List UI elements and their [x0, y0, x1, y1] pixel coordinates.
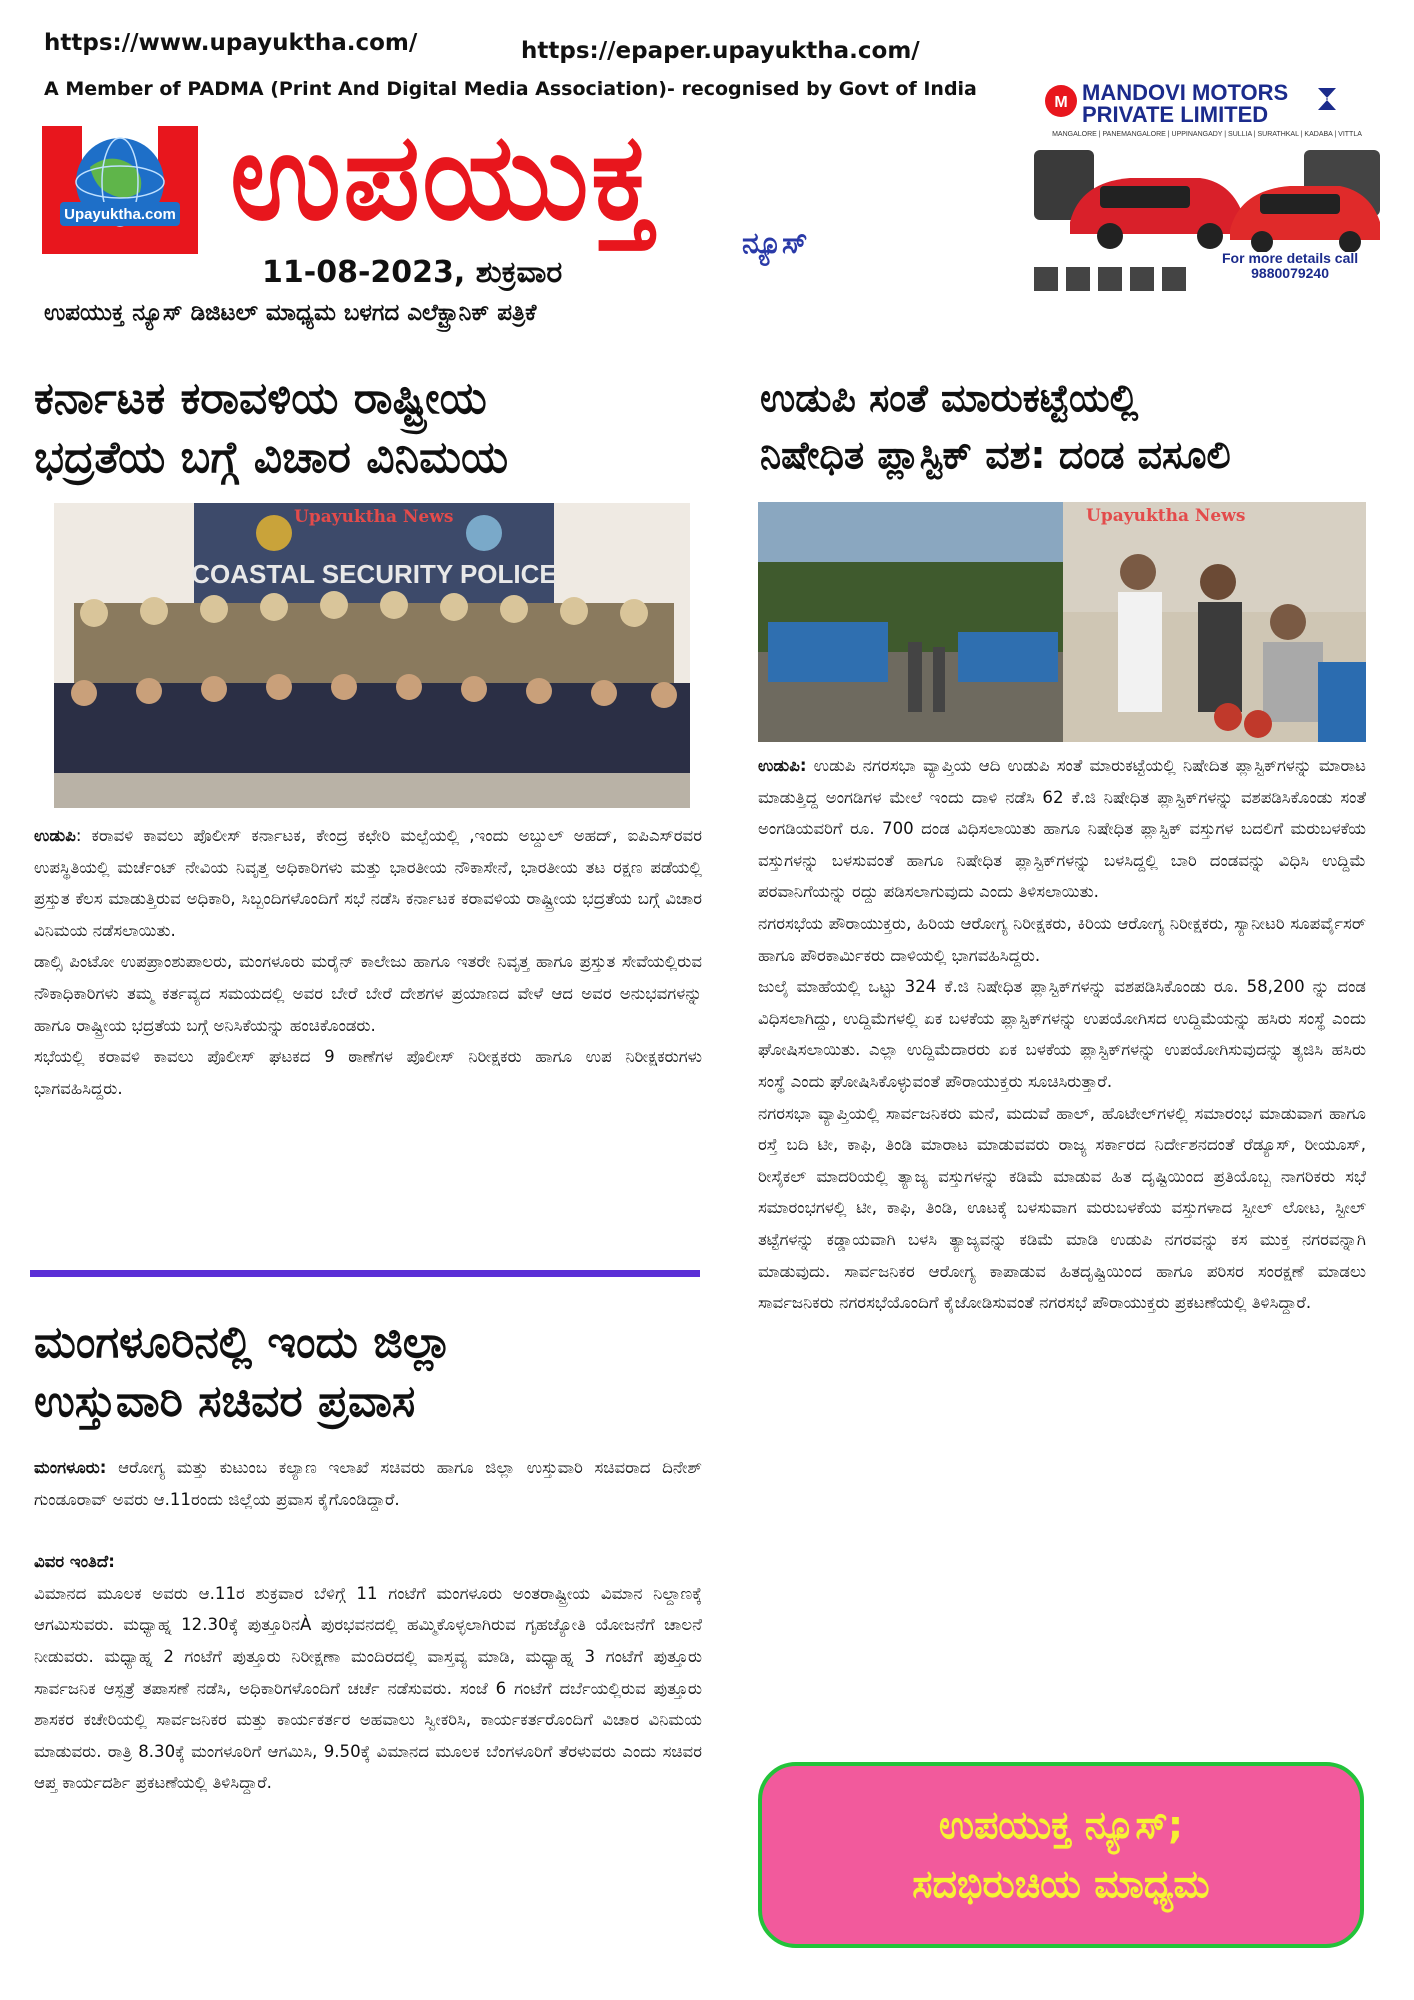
cars-image: [1030, 142, 1385, 252]
upayuktha-logo: [40, 122, 200, 258]
promo-line2: ಸದಭಿರುಚಿಯ ಮಾಧ್ಯಮ: [912, 1862, 1210, 1906]
photo-banner-text: COASTAL SECURITY POLICE: [191, 559, 557, 589]
article2-para1: ಮಂಗಳೂರು: ಆರೋಗ್ಯ ಮತ್ತು ಕುಟುಂಬ ಕಲ್ಯಾಣ ಇಲಾಖೆ ಸಚಿವರು ಹಾಗೂ ಜಿಲ್ಲಾ ಉಸ್ತುವಾರಿ ಸಚಿವರಾದ ದಿನೇಶ್ ಗುಂಡೂರಾವ್ ಅವರು ಆ.11ರಂದು ಜಿಲ್ಲೆಯ ಪ್ರವಾಸ ಕೈಗೊಂಡಿದ್ದಾರೆ.: [34, 1458, 702, 1509]
article3-photo: [758, 502, 1366, 742]
mandovi-logo-icon: [1044, 84, 1078, 118]
article2-para2: ವಿಮಾನದ ಮೂಲಕ ಅವರು ಆ.11ರ ಶುಕ್ರವಾರ ಬೆಳಿಗ್ಗೆ 11 ಗಂಟೆಗೆ ಮಂಗಳೂರು ಅಂತರಾಷ್ಟ್ರೀಯ ವಿಮಾನ ನಿಲ್ದಾಣಕ್ಕೆ ಆಗಮಿಸುವರು. ಮಧ್ಯಾಹ್ನ 12.30ಕ್ಕೆ ಪುತ್ತೂರಿನÀ ಪುರಭವನದಲ್ಲಿ ಹಮ್ಮಿಕೊಳ್ಳಲಾಗಿರುವ ಗೃಹಜ್ಯೋತಿ ಯೋಜನೆಗೆ ಚಾಲನೆ ನೀಡುವರು. ಮಧ್ಯಾಹ್ನ 2 ಗಂಟೆಗೆ ಪುತ್ತೂರು ನಿರೀಕ್ಷಣಾ ಮಂದಿರದಲ್ಲಿ ವಾಸ್ತವ್ಯ ಮಾಡಿ, ಮಧ್ಯಾಹ್ನ 3 ಗಂಟೆಗೆ ಪುತ್ತೂರು ಸಾರ್ವಜನಿಕ ಆಸ್ಪತ್ರೆ ತಪಾಸಣೆ ನಡೆಸಿ, ಅಧಿಕಾರಿಗಳೊಂದಿಗೆ ಚರ್ಚೆ ನಡೆಸುವರು. ಸಂಜೆ 6 ಗಂಟೆಗೆ ದರ್ಬೆಯಲ್ಲಿರುವ ಪುತ್ತೂರು ಶಾಸಕರ ಕಚೇರಿಯಲ್ಲಿ ಸಾರ್ವಜನಿಕರ ಮತ್ತು ಕಾರ್ಯಕರ್ತರ ಅಹವಾಲು ಸ್ವೀಕರಿಸಿ, ಕಾರ್ಯಕರ್ತರೊಂದಿಗೆ ವಿಚಾರ ವಿನಿಮಯ ಮಾಡುವರು. ರಾತ್ರಿ 8.30ಕ್ಕೆ ಮಂಗಳೂರಿಗೆ ಆಗಮಿಸಿ, 9.50ಕ್ಕೆ ವಿಮಾನದ ಮೂಲಕ ಬೆಂಗಳೂರಿಗೆ ತೆರಳುವರು ಎಂದು ಸಚಿವರ ಆಪ್ತ ಕಾರ್ಯದರ್ಶಿ ಪ್ರಕಟಣೆಯಲ್ಲಿ ತಿಳಿಸಿದ್ದಾರೆ.: [34, 1583, 702, 1793]
article2-headline[interactable]: ಮಂಗಳೂರಿನಲ್ಲಿ ಇಂದು ಜಿಲ್ಲಾ ಉಸ್ತುವಾರಿ ಸಚಿವರ ಪ್ರವಾಸ: [34, 1317, 453, 1427]
photo-watermark: Upayuktha News: [1086, 506, 1246, 526]
article3-body: [758, 750, 1366, 1319]
suzuki-logo-icon: [1312, 84, 1342, 114]
details-heading: ವಿವರ ಇಂತಿದೆ:: [34, 1552, 115, 1572]
website-url[interactable]: https://www.upayuktha.com/: [44, 30, 418, 56]
masthead-title: ಉಪಯುಕ್ತ: [230, 108, 657, 247]
article3-para1: ಉಡುಪಿ: ಉಡುಪಿ ನಗರಸಭಾ ವ್ಯಾಪ್ತಿಯ ಆದಿ ಉಡುಪಿ ಸಂತೆ ಮಾರುಕಟ್ಟೆಯಲ್ಲಿ ನಿಷೇದಿತ ಪ್ಲಾಸ್ಟಿಕ್‌ಗಳನ್ನು ಮಾರಾಟ ಮಾಡುತ್ತಿದ್ದ ಅಂಗಡಿಗಳ ಮೇಲೆ ಇಂದು ದಾಳಿ ನಡೆಸಿ 62 ಕೆ.ಜಿ ನಿಷೇಧಿತ ಪ್ಲಾಸ್ಟಿಕ್‌ಗಳನ್ನು ವಶಪಡಿಸಿಕೊಂಡು ಸಂತೆ ಅಂಗಡಿಯವರಿಗೆ ರೂ. 700 ದಂಡ ವಿಧಿಸಲಾಯಿತು ಹಾಗೂ ನಿಷೇಧಿತ ಪ್ಲಾಸ್ಟಿಕ್ ವಸ್ತುಗಳ ಬದಲಿಗೆ ಮರುಬಳಕೆಯ ವಸ್ತುಗಳನ್ನು ಬಳಸುವಂತೆ ಹಾಗೂ ನಿಷೇಧಿತ ಪ್ಲಾಸ್ಟಿಕ್‌ಗಳನ್ನು ಬಳಸಿದ್ದಲ್ಲಿ ಬಾರಿ ದಂಡವನ್ನು ವಿಧಿಸಿ ಉದ್ದಿಮೆ ಪರವಾನಿಗೆಯನ್ನು ರದ್ದು ಪಡಿಸಲಾಗುವುದು ಎಂದು ತಿಳಿಸಲಾಯಿತು.: [758, 756, 1366, 902]
promo-line1: ಉಪಯುಕ್ತ ನ್ಯೂಸ್;: [938, 1803, 1184, 1848]
ad-contact[interactable]: For more details call 9880079240: [1222, 250, 1359, 282]
promo-box: [758, 1762, 1364, 1948]
tagline: ಉಪಯುಕ್ತ ನ್ಯೂಸ್ ಡಿಜಿಟಲ್ ಮಾಧ್ಯಮ ಬಳಗದ ಎಲೆಕ್ಟ್ರಾನಿಕ್ ಪತ್ರಿಕೆ: [44, 300, 537, 326]
issue-date: 11-08-2023, ಶುಕ್ರವಾರ: [262, 255, 563, 290]
logo-text: Upayuktha.com: [64, 206, 176, 223]
article2-body: [34, 1452, 702, 1799]
article3-para4: ನಗರಸಭಾ ವ್ಯಾಪ್ತಿಯಲ್ಲಿ ಸಾರ್ವಜನಿಕರು ಮನೆ, ಮದುವೆ ಹಾಲ್, ಹೊಟೇಲ್‌ಗಳಲ್ಲಿ ಸಮಾರಂಭ ಮಾಡುವಾಗ ಹಾಗೂ ರಸ್ತೆ ಬದಿ ಟೀ, ಕಾಫಿ, ತಿಂಡಿ ಮಾರಾಟ ಮಾಡುವವರು ರಾಜ್ಯ ಸರ್ಕಾರದ ನಿರ್ದೇಶನದಂತೆ ರೆಡ್ಯೂಸ್, ರೀಯೂಸ್, ರೀಸೈಕಲ್ ಮಾದರಿಯಲ್ಲಿ ತ್ಯಾಜ್ಯ ವಸ್ತುಗಳನ್ನು ಕಡಿಮೆ ಮಾಡುವ ಹಿತ ದೃಷ್ಟಿಯಿಂದ ಪ್ರತಿಯೊಬ್ಬ ನಾಗರಿಕರು ಸಭೆ ಸಮಾರಂಭಗಳಲ್ಲಿ ಟೀ, ಕಾಫಿ, ತಿಂಡಿ, ಊಟಕ್ಕೆ ಬಳಸುವಾಗ ಮರುಬಳಕೆಯ ವಸ್ತುಗಳಾದ ಸ್ಟೀಲ್ ಲೋಟ, ಸ್ಟೀಲ್ ತಟ್ಟೆಗಳನ್ನು ಕಡ್ಡಾಯವಾಗಿ ಬಳಸಿ ತ್ಯಾಜ್ಯವನ್ನು ಕಡಿಮೆ ಮಾಡಿ ಉಡುಪಿ ನಗರವನ್ನು ಕಸ ಮುಕ್ತ ನಗರವನ್ನಾಗಿ ಮಾಡುವುದು. ಸಾರ್ವಜನಿಕರ ಆರೋಗ್ಯ ಕಾಪಾಡುವ ಹಿತದೃಷ್ಟಿಯಿಂದ ಹಾಗೂ ಪರಿಸರ ಸಂರಕ್ಷಣೆ ಮಾಡಲು ಸಾರ್ವಜನಿಕರು ನಗರಸಭೆಯೊಂದಿಗೆ ಕೈಜೋಡಿಸುವಂತೆ ನಗರಸಭೆ ಪೌರಾಯುಕ್ತರು ಪ್ರಕಟಣೆಯಲ್ಲಿ ತಿಳಿಸಿದ್ದಾರೆ.: [758, 1103, 1366, 1313]
article3-para2: ನಗರಸಭೆಯ ಪೌರಾಯುಕ್ತರು, ಹಿರಿಯ ಆರೋಗ್ಯ ನಿರೀಕ್ಷಕರು, ಕಿರಿಯ ಆರೋಗ್ಯ ನಿರೀಕ್ಷಕರು, ಸ್ಯಾನೀಟರಿ ಸೂಪರ್ವೈಸರ್ ಹಾಗೂ ಪೌರಕಾರ್ಮಿಕರು ದಾಳಿಯಲ್ಲಿ ಭಾಗವಹಿಸಿದ್ದರು.: [758, 913, 1366, 965]
photo-watermark: Upayuktha News: [294, 507, 454, 527]
dateline: ಉಡುಪಿ: [34, 826, 76, 845]
dateline: ಮಂಗಳೂರು:: [34, 1458, 107, 1477]
article1-body: [34, 820, 702, 1104]
ad-brand-name: MANDOVI MOTORS PRIVATE LIMITED: [1082, 80, 1289, 127]
article1-para2: ಡಾಲ್ಸಿ ಪಿಂಟೋ ಉಪಪ್ರಾಂಶುಪಾಲರು, ಮಂಗಳೂರು ಮರೈನ್ ಕಾಲೇಜು ಹಾಗೂ ಇತರೇ ನಿವೃತ್ತ ಹಾಗೂ ಪ್ರಸ್ತುತ ಸೇವೆಯಲ್ಲಿರುವ ನೌಕಾಧಿಕಾರಿಗಳು ತಮ್ಮ ಕರ್ತವ್ಯದ ಸಮಯದಲ್ಲಿ ಅವರ ಬೇರೆ ಬೇರೆ ದೇಶಗಳ ಪ್ರಯಾಣದ ವೇಳೆ ಆದ ಅವರ ಅನುಭವಗಳನ್ನು ಹಾಗೂ ರಾಷ್ಟ್ರೀಯ ಭದ್ರತೆಯ ಬಗ್ಗೆ ಅನಿಸಿಕೆಯನ್ನು ಹಂಚಿಕೊಂಡರು.: [34, 952, 702, 1035]
dateline: ಉಡುಪಿ:: [758, 756, 807, 775]
article1-para3: ಸಭೆಯಲ್ಲಿ ಕರಾವಳಿ ಕಾವಲು ಪೊಲೀಸ್ ಘಟಕದ 9 ಠಾಣೆಗಳ ಪೊಲೀಸ್ ನಿರೀಕ್ಷಕರು ಹಾಗೂ ಉಪ ನಿರೀಕ್ಷಕರುಗಳು ಭಾಗವಹಿಸಿದ್ದರು.: [34, 1047, 702, 1098]
masthead-subtitle: ನ್ಯೂಸ್: [742, 226, 808, 261]
qr-codes: [1032, 261, 1212, 297]
section-divider: [30, 1270, 700, 1277]
article1-para1: ಉಡುಪಿ: ಕರಾವಳಿ ಕಾವಲು ಪೊಲೀಸ್ ಕರ್ನಾಟಕ, ಕೇಂದ್ರ ಕಛೇರಿ ಮಲ್ಪೆಯಲ್ಲಿ ,ಇಂದು ಅಬ್ದುಲ್ ಅಹದ್, ಐಪಿಎಸ್‌ರವರ ಉಪಸ್ಥಿತಿಯಲ್ಲಿ ಮರ್ಚೆಂಟ್ ನೇವಿಯ ನಿವೃತ್ತ ಅಧಿಕಾರಿಗಳು ಮತ್ತು ಭಾರತೀಯ ನೌಕಾಸೇನೆ, ಭಾರತೀಯ ತಟ ರಕ್ಷಣ ಪಡೆಯಲ್ಲಿ ಪ್ರಸ್ತುತ ಕೆಲಸ ಮಾಡುತ್ತಿರುವ ಅಧಿಕಾರಿ, ಸಿಬ್ಬಂದಿಗಳೊಂದಿಗೆ ಸಭೆ ನಡೆಸಿ ಕರ್ನಾಟಕ ಕರಾವಳಿಯ ರಾಷ್ಟ್ರೀಯ ಭದ್ರತೆಯ ಬಗ್ಗೆ ವಿಚಾರ ವಿನಿಮಯ ನಡೆಸಲಾಯಿತು.: [34, 826, 702, 940]
ad-branches: MANGALORE | PANEMANGALORE | UPPINANGADY | SULLIA | SURATHKAL | KADABA | VITTLA: [1052, 131, 1362, 138]
epaper-url[interactable]: https://epaper.upayuktha.com/: [521, 38, 920, 64]
svg-text:M: M: [1054, 94, 1068, 111]
article3-headline[interactable]: ಉಡುಪಿ ಸಂತೆ ಮಾರುಕಟ್ಟೆಯಲ್ಲಿ ನಿಷೇಧಿತ ಪ್ಲಾಸ್ಟಿಕ್ ವಶ: ದಂಡ ವಸೂಲಿ: [760, 376, 1231, 477]
article1-photo: [54, 503, 690, 808]
mandovi-motors-ad[interactable]: [1022, 76, 1392, 306]
article3-para3: ಜುಲೈ ಮಾಹೆಯಲ್ಲಿ ಒಟ್ಟು 324 ಕೆ.ಜಿ ನಿಷೇಧಿತ ಪ್ಲಾಸ್ಟಿಕ್‌ಗಳನ್ನು ವಶಪಡಿಸಿಕೊಂಡು ರೂ. 58,200 ನ್ನು ದಂಡ ವಿಧಿಸಲಾಗಿದ್ದು, ಉದ್ದಿಮೆಗಳಲ್ಲಿ ಏಕ ಬಳಕೆಯ ಪ್ಲಾಸ್ಟಿಕ್‌ಗಳನ್ನು ಉಪಯೋಗಿಸದ ಉದ್ದಿಮೆಯನ್ನು ಹಸಿರು ಸಂಸ್ಥೆ ಎಂದು ಘೋಷಿಸಲಾಯಿತು. ಎಲ್ಲಾ ಉದ್ದಿಮೆದಾರರು ಏಕ ಬಳಕೆಯ ಪ್ಲಾಸ್ಟಿಕ್‌ಗಳನ್ನು ಉಪಯೋಗಿಸುವುದನ್ನು ತ್ಯಜಿಸಿ ಹಸಿರು ಸಂಸ್ಥೆ ಎಂದು ಘೋಷಿಸಿಕೊಳ್ಳುವಂತೆ ಪೌರಾಯುಕ್ತರು ಸೂಚಿಸಿರುತ್ತಾರೆ.: [758, 977, 1366, 1091]
membership-line: A Member of PADMA (Print And Digital Media Association)- recognised by Govt of India: [44, 78, 977, 100]
article1-headline[interactable]: ಕರ್ನಾಟಕ ಕರಾವಳಿಯ ರಾಷ್ಟ್ರೀಯ ಭದ್ರತೆಯ ಬಗ್ಗೆ ವಿಚಾರ ವಿನಿಮಯ: [34, 373, 509, 483]
